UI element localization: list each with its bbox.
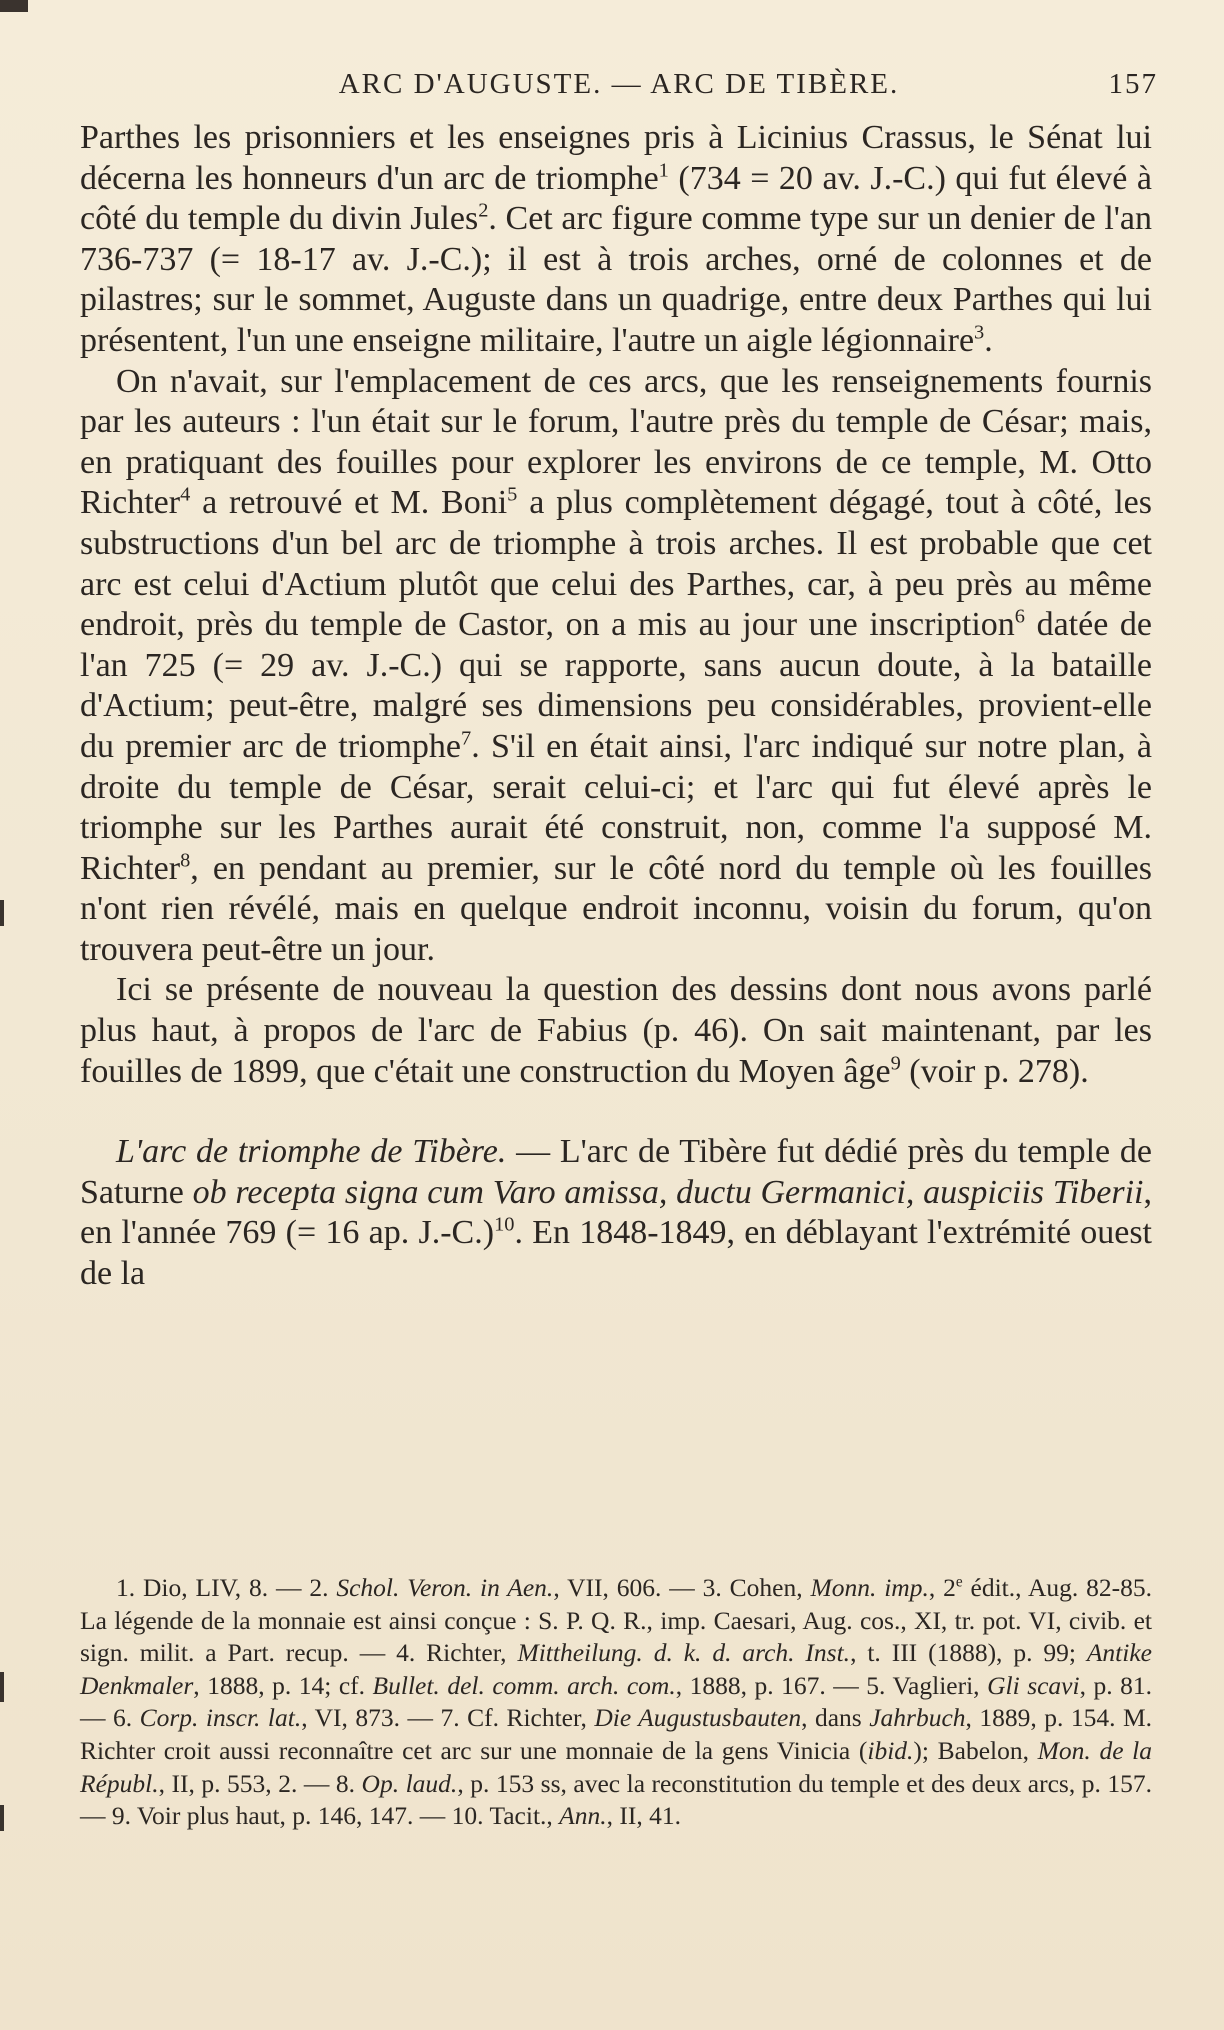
- running-title: ARC D'AUGUSTE. — ARC DE TIBÈRE.: [338, 68, 900, 100]
- footnote-ref-8[interactable]: 8: [180, 849, 191, 872]
- footnote-ref-9[interactable]: 9: [890, 1052, 901, 1075]
- footnote-ref-3[interactable]: 3: [974, 321, 985, 344]
- paragraph-4: L'arc de triomphe de Tibère. — L'arc de Tibère fut dédié près du temple de Saturne ob recepta signa cum Varo amissa, ductu Germanici, auspiciis Tiberii, en l'année 769 (= 16 ap. J.-C.)$^{10}$. En 1848-1849, en déblayant l'extrémité ouest de la: [80, 1133, 1152, 1293]
- footnote-ref-1[interactable]: 1: [658, 159, 669, 182]
- footnote-ref-7[interactable]: 7: [461, 727, 472, 750]
- footnote-block: 1. Dio, LIV, 8. — 2. Schol. Veron. in Aen., VII, 606. — 3. Cohen, Monn. imp., 2e édit., Aug. 82-85. La légende de la monnaie est ainsi conçue : S. P. Q. R., imp. Caesari, Aug. cos., XI, tr. pot. VI, civib. et sign. milit. a Part. recup. — 4. Richter, Mittheilung. d. k. d. arch. Inst., t. III (1888), p. 99; Antike Denkmaler, 1888, p. 14; cf. Bullet. del. comm. arch. com., 1888, p. 167. — 5. Vaglieri, Gli scavi, p. 81. — 6. Corp. inscr. lat., VI, 873. — 7. Cf. Richter, Die Augustusbauten, dans Jahrbuch, 1889, p. 154. M. Richter croit aussi reconnaître cet arc sur une monnaie de la gens Vinicia (ibid.); Babelon, Mon. de la Républ., II, p. 553, 2. — 8. Op. laud., p. 153 ss, avec la reconstitution du temple et des deux arcs, p. 157. — 9. Voir plus haut, p. 146, 147. — 10. Tacit., Ann., II, 41.: [80, 1573, 1153, 1831]
- margin-mark-mid: [0, 900, 4, 926]
- section-title: L'arc de triomphe de Tibère.: [116, 1133, 507, 1171]
- margin-mark-bottom: [0, 1805, 4, 1831]
- paragraph-2: On n'avait, sur l'emplacement de ces arcs, que les renseignements fournis par les auteurs : l'un était sur le forum, l'autre près du temple de César; mais, en pratiquant des fouilles pour explorer les environs de ce temple, M. Otto Richter$^4$ a retrouvé et M. Boni$^5$ a plus complètement dégagé, tout à côté, les substructions d'un bel arc de triomphe à trois arches. Il est probable que cet arc est celui d'Actium plutôt que celui des Parthes, car, à peu près au même endroit, près du temple de Castor, on a mis au jour une inscription$^6$ datée de l'an 725 (= 29 av. J.-C.) qui se rapporte, sans aucun doute, à la bataille d'Actium; peut-être, malgré ses dimensions peu considérables, provient-elle du premier arc de triomphe$^7$. S'il en était ainsi, l'arc indiqué sur notre plan, à droite du temple de César, serait celui-ci; et l'arc qui fut élevé après le triomphe sur les Parthes aurait été construit, non, comme l'a supposé M. Richter$^8$, en pendant au premier, sur le côté nord du temple où les fouilles n'ont rien révélé, mais en quelque endroit inconnu, voisin du forum, qu'on trouvera peut-être un jour.: [80, 362, 1152, 968]
- paragraph-1: Parthes les prisonniers et les enseignes pris à Licinius Crassus, le Sénat lui décerna les honneurs d'un arc de triomphe$^1$ (734 = 20 av. J.-C.) qui fut élevé à côté du temple du divin Jules$^2$. Cet arc figure comme type sur un denier de l'an 736-737 (= 18-17 av. J.-C.); il est à trois arches, orné de colonnes et de pilastres; sur le sommet, Auguste dans un quadrige, entre deux Parthes qui lui présentent, l'un une enseigne militaire, l'autre un aigle légionnaire$^3$.: [80, 119, 1152, 359]
- footnote-ref-6[interactable]: 6: [1014, 605, 1025, 628]
- footnote-ref-4[interactable]: 4: [180, 484, 191, 507]
- page-number: 157: [1108, 68, 1158, 100]
- footnote-ref-10[interactable]: 10: [494, 1214, 515, 1237]
- paragraph-3: Ici se présente de nouveau la question des dessins dont nous avons parlé plus haut, à propos de l'arc de Fabius (p. 46). On sait maintenant, par les fouilles de 1899, que c'était une construction du Moyen âge$^9$ (voir p. 278).: [80, 971, 1152, 1090]
- margin-mark-low: [0, 1672, 4, 1702]
- footnotes: [80, 1572, 1152, 1833]
- page-header: [80, 68, 1158, 108]
- body-text: [80, 118, 1152, 1295]
- footnote-ref-2[interactable]: 2: [478, 199, 489, 222]
- footnote-ref-5[interactable]: 5: [507, 484, 518, 507]
- margin-mark-top: [0, 0, 28, 12]
